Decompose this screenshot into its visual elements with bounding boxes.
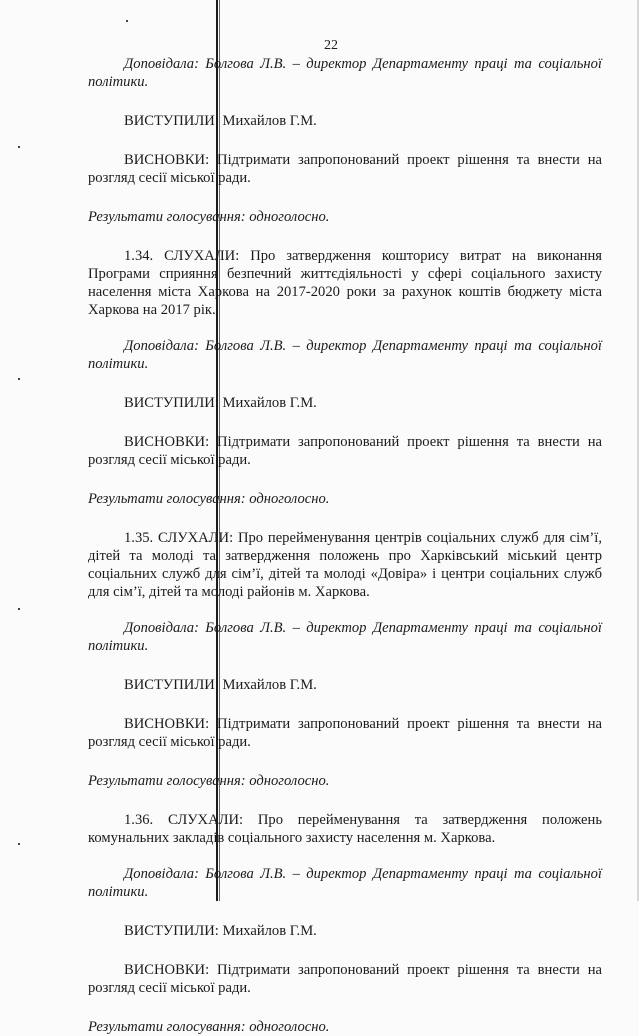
conclusion-paragraph: ВИСНОВКИ: Підтримати запропонований проект рішення та внести на розгляд сесії міської ради.	[88, 716, 602, 750]
agenda-item-1-35: 1.35. СЛУХАЛИ: Про перейменування центрів соціальних служб для сім’ї, дітей та молоді та затвердження положень про Харківський міський центр соціальних служб для сім’ї, дітей та молоді «Довіра» і центри соціальних служб для сім’ї, дітей та молоді районів м. Харкова.	[88, 530, 602, 600]
speakers-paragraph: ВИСТУПИЛИ: Михайлов Г.М.	[124, 113, 317, 129]
speaker-paragraph: Доповідала: Болгова Л.В. – директор Департаменту праці та соціальної політики.	[88, 338, 602, 372]
agenda-item-1-34: 1.34. СЛУХАЛИ: Про затвердження кошторису витрат на виконання Програми сприяння безпечний життєдіяльності у сфері соціального захисту населення міста Харкова на 2017-2020 роки за рахунок коштів бюджету міста Харкова на 2017 рік.	[88, 248, 602, 318]
speakers-paragraph: ВИСТУПИЛИ: Михайлов Г.М.	[124, 395, 317, 411]
speaker-paragraph: Доповідала: Болгова Л.В. – директор Департаменту праці та соціальної політики.	[88, 56, 602, 90]
speaker-paragraph: Доповідала: Болгова Л.В. – директор Департаменту праці та соціальної політики.	[88, 866, 602, 900]
document-body	[88, 55, 602, 1036]
speakers-paragraph: ВИСТУПИЛИ: Михайлов Г.М.	[124, 677, 317, 693]
scan-speck	[18, 378, 20, 380]
conclusion-paragraph: ВИСНОВКИ: Підтримати запропонований проект рішення та внести на розгляд сесії міської ради.	[88, 962, 602, 996]
vote-result-paragraph: Результати голосування: одноголосно.	[88, 773, 330, 789]
speakers-paragraph: ВИСТУПИЛИ: Михайлов Г.М.	[124, 923, 317, 939]
vote-result-paragraph: Результати голосування: одноголосно.	[88, 491, 330, 507]
page-number: 22	[324, 38, 338, 53]
scan-speck	[126, 20, 128, 22]
vote-result-paragraph: Результати голосування: одноголосно.	[88, 209, 330, 225]
vote-result-paragraph: Результати голосування: одноголосно.	[88, 1019, 330, 1035]
speaker-paragraph: Доповідала: Болгова Л.В. – директор Департаменту праці та соціальної політики.	[88, 620, 602, 654]
conclusion-paragraph: ВИСНОВКИ: Підтримати запропонований проект рішення та внести на розгляд сесії міської ради.	[88, 152, 602, 186]
scan-speck	[18, 608, 20, 610]
agenda-item-1-36: 1.36. СЛУХАЛИ: Про перейменування та затвердження положень комунальних закладів соціального захисту населення м. Харкова.	[88, 812, 602, 846]
conclusion-paragraph: ВИСНОВКИ: Підтримати запропонований проект рішення та внести на розгляд сесії міської ради.	[88, 434, 602, 468]
scan-speck	[18, 843, 20, 845]
scan-speck	[18, 146, 20, 148]
